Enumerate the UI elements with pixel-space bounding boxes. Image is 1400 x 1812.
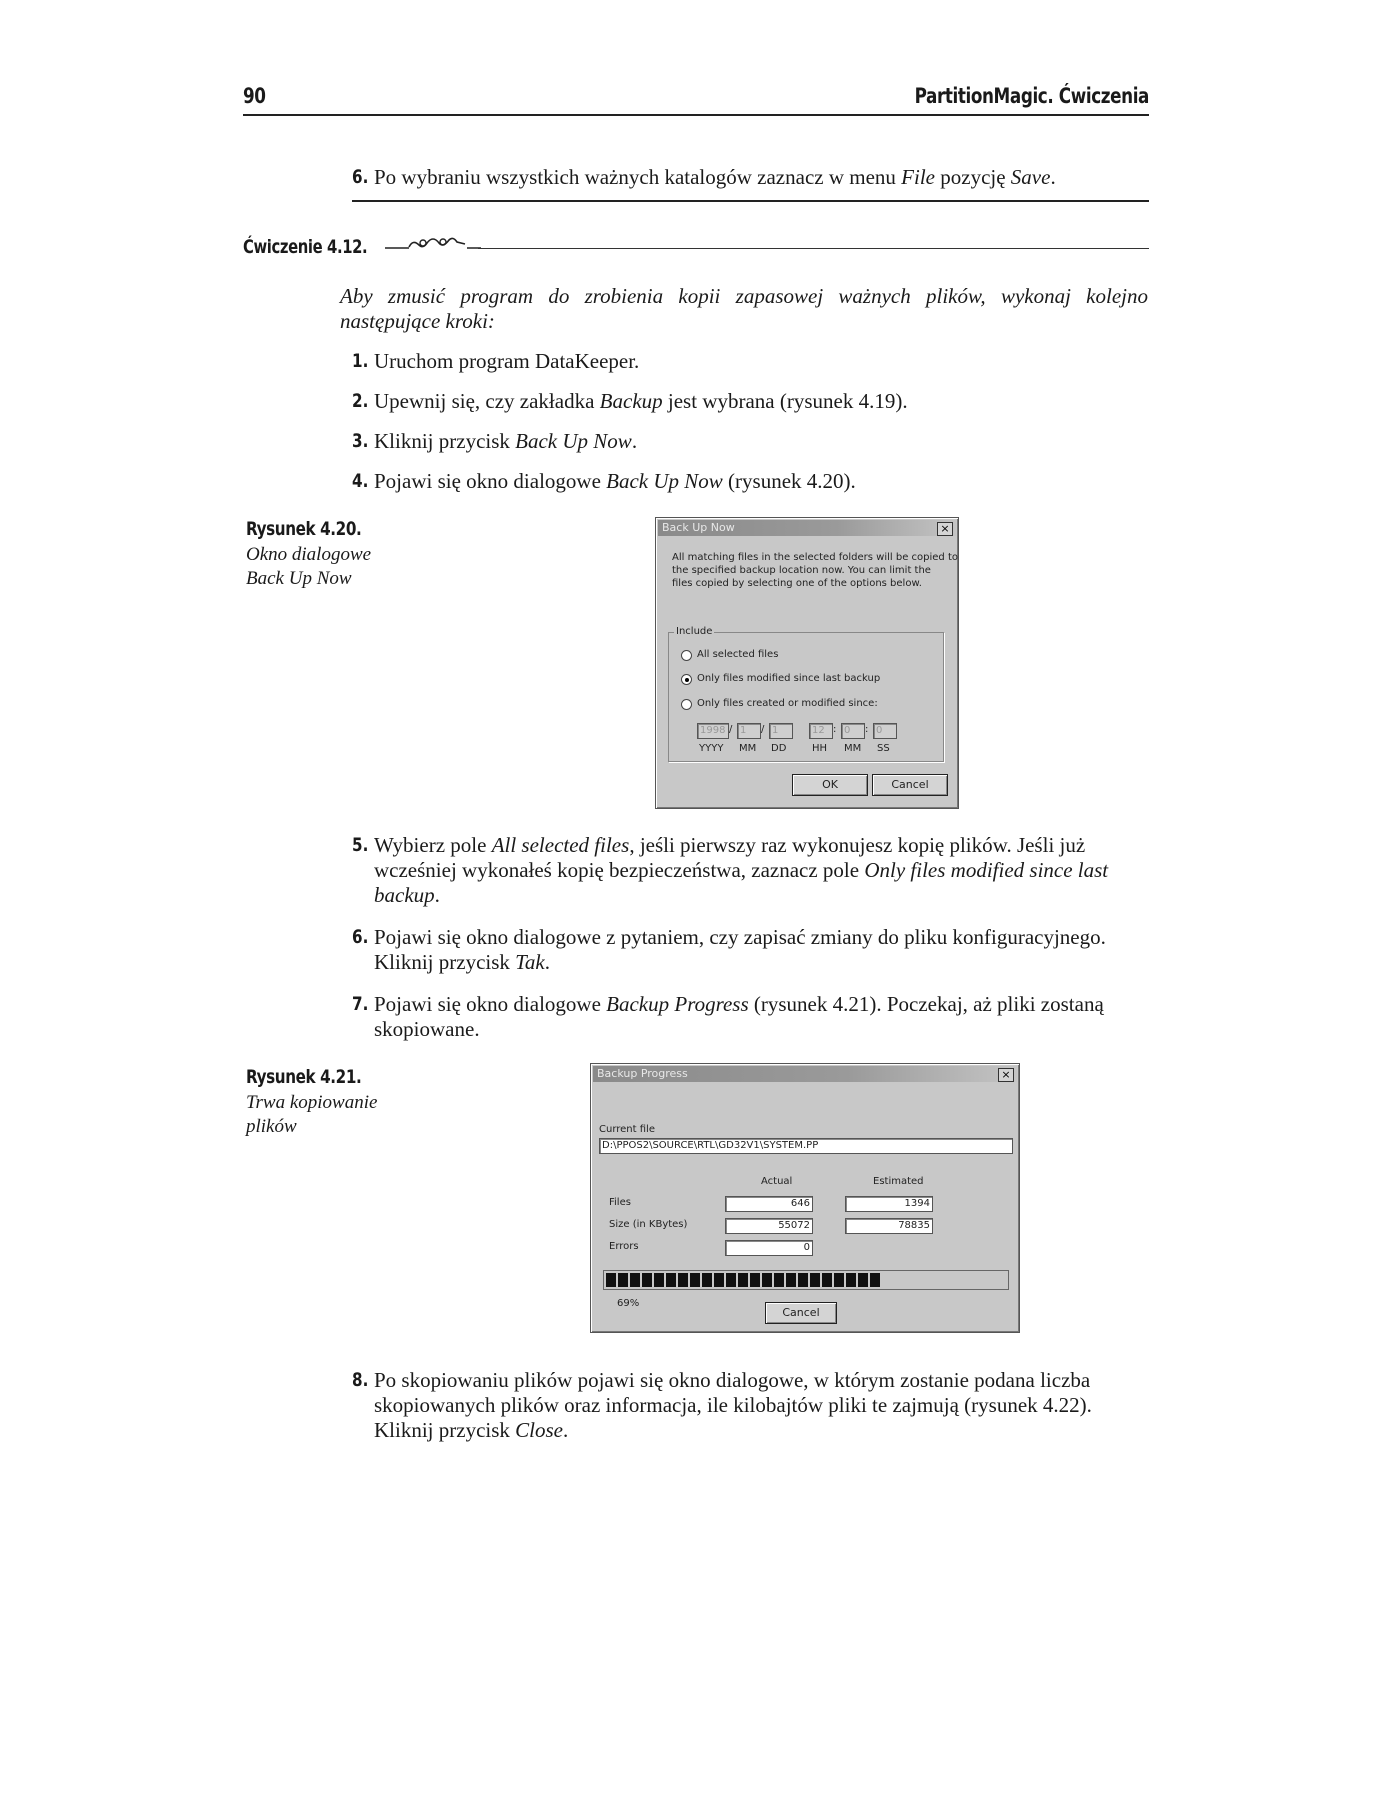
figure-caption: plików <box>246 1116 297 1137</box>
step-text: Kliknij przycisk <box>374 429 516 453</box>
files-estimated: 1394 <box>845 1196 933 1212</box>
step-1 <box>352 349 1152 374</box>
cancel-button[interactable]: Cancel <box>765 1302 837 1324</box>
figure-caption: Trwa kopiowanie <box>246 1092 378 1113</box>
radio-label: All selected files <box>697 649 779 660</box>
progress-fill <box>606 1273 882 1287</box>
files-actual: 646 <box>725 1196 813 1212</box>
step-text: (rysunek 4.20). <box>722 469 856 493</box>
column-header: Estimated <box>873 1176 924 1187</box>
include-group <box>668 626 944 762</box>
month-field[interactable]: 1 <box>737 723 761 739</box>
step-italic: Back Up Now <box>515 429 632 453</box>
time-separator: : <box>833 724 837 735</box>
errors-actual: 0 <box>725 1240 813 1256</box>
step-number: 7. <box>352 993 369 1015</box>
radio-all-selected[interactable] <box>681 650 692 661</box>
row-label: Files <box>609 1197 631 1208</box>
step-text: , jeśli pierwszy raz wykonujesz kopię plików. Jeśli już wcześniej wykonałeś kopię bezpieczeństwa, zaznacz pole <box>374 833 1086 882</box>
step-5 <box>352 833 1152 908</box>
year-field[interactable]: 1998 <box>697 723 729 739</box>
radio-created-since[interactable] <box>681 699 692 710</box>
step-number: 8. <box>352 1369 369 1391</box>
current-file-label: Current file <box>599 1124 655 1135</box>
ornament-icon <box>385 234 481 259</box>
minute-field[interactable]: 0 <box>841 723 865 739</box>
step-6-save <box>352 165 1152 190</box>
step-3 <box>352 429 1152 454</box>
step-text: Pojawi się okno dialogowe z pytaniem, czy zapisać zmiany do pliku konfiguracyjnego. Kliknij przycisk <box>374 925 1106 974</box>
step-italic: Back Up Now <box>606 469 723 493</box>
column-header: Actual <box>761 1176 793 1187</box>
field-label: YYYY <box>699 743 724 754</box>
date-separator: / <box>729 724 733 735</box>
row-label: Errors <box>609 1241 639 1252</box>
step-text: Pojawi się okno dialogowe <box>374 469 607 493</box>
title-bar <box>593 1066 1017 1082</box>
step-text: pozycję <box>935 165 1011 189</box>
step-text: . <box>434 883 440 907</box>
cancel-button[interactable]: Cancel <box>872 774 948 796</box>
divider <box>352 200 1149 202</box>
back-up-now-dialog <box>655 517 959 809</box>
step-number: 2. <box>352 390 369 412</box>
figure-label: Rysunek 4.20. <box>246 518 362 540</box>
exercise-rule <box>478 248 1149 249</box>
exercise-label: Ćwiczenie 4.12. <box>243 236 368 258</box>
step-number: 4. <box>352 470 369 492</box>
progress-percent: 69% <box>617 1298 640 1309</box>
step-text: . <box>544 950 550 974</box>
step-text: (rysunek 4.21). Poczekaj, aż pliki zostaną skopiowane. <box>374 992 1104 1041</box>
step-number: 1. <box>352 350 369 372</box>
step-number: 6. <box>352 166 369 188</box>
time-separator: : <box>865 724 869 735</box>
second-field[interactable]: 0 <box>873 723 897 739</box>
backup-progress-dialog <box>590 1063 1020 1333</box>
figure-caption: Okno dialogowe <box>246 544 372 565</box>
field-label: MM <box>844 743 862 754</box>
step-italic: Tak <box>515 950 545 974</box>
step-text: Upewnij się, czy zakładka <box>374 389 600 413</box>
figure-label: Rysunek 4.21. <box>246 1066 362 1088</box>
step-text: Po skopiowaniu plików pojawi się okno dialogowe, w którym zostanie podana liczba skopiowanych plików oraz informacja, ile kilobajtów pliki te zajmują (rysunek 4.22). Kliknij przycisk <box>374 1368 1092 1442</box>
dialog-title: Back Up Now <box>662 521 735 534</box>
step-4 <box>352 469 1152 494</box>
step-italic: Close <box>515 1418 563 1442</box>
step-text: Pojawi się okno dialogowe <box>374 992 607 1016</box>
step-text: Po wybraniu wszystkich ważnych katalogów zaznacz w menu <box>374 165 902 189</box>
title-bar <box>658 520 956 536</box>
close-icon[interactable]: × <box>998 1068 1014 1082</box>
hour-field[interactable]: 12 <box>809 723 833 739</box>
step-text: Uruchom program DataKeeper. <box>374 349 640 373</box>
date-separator: / <box>761 724 765 735</box>
step-text: . <box>1050 165 1056 189</box>
page-header <box>243 84 1149 116</box>
page-number: 90 <box>243 84 266 108</box>
step-text: . <box>563 1418 569 1442</box>
step-italic: All selected files <box>491 833 630 857</box>
step-italic: Only files modified since last backup <box>374 858 1109 907</box>
step-italic: Backup Progress <box>606 992 749 1016</box>
size-actual: 55072 <box>725 1218 813 1234</box>
progress-bar <box>603 1270 1009 1290</box>
step-italic: Backup <box>599 389 663 413</box>
radio-label: Only files created or modified since: <box>697 698 878 709</box>
step-number: 5. <box>352 834 369 856</box>
step-italic: File <box>901 165 935 189</box>
figure-caption: Back Up Now <box>246 568 352 589</box>
current-file-field: D:\PPOS2\SOURCE\RTL\GD32V1\SYSTEM.PP <box>599 1138 1013 1154</box>
step-7 <box>352 992 1152 1042</box>
description: All matching files in the selected folders will be copied to <box>672 552 958 563</box>
step-2 <box>352 389 1152 414</box>
group-label: Include <box>676 626 713 637</box>
field-label: SS <box>877 743 890 754</box>
step-text: Wybierz pole <box>374 833 492 857</box>
row-label: Size (in KBytes) <box>609 1219 688 1230</box>
step-text: jest wybrana (rysunek 4.19). <box>662 389 908 413</box>
close-icon[interactable]: × <box>937 522 953 536</box>
step-number: 6. <box>352 926 369 948</box>
field-label: DD <box>771 743 787 754</box>
ok-button[interactable]: OK <box>792 774 868 796</box>
exercise-intro: Aby zmusić program do zrobienia kopii zapasowej ważnych plików, wykonaj kolejno następujące kroki: <box>340 284 1148 333</box>
dialog-title: Backup Progress <box>597 1067 688 1080</box>
step-6 <box>352 925 1152 975</box>
running-title: PartitionMagic. Ćwiczenia <box>914 84 1149 108</box>
field-label: HH <box>812 743 828 754</box>
size-estimated: 78835 <box>845 1218 933 1234</box>
field-label: MM <box>739 743 757 754</box>
step-number: 3. <box>352 430 369 452</box>
step-italic: Save <box>1010 165 1051 189</box>
description: files copied by selecting one of the options below. <box>672 578 922 589</box>
radio-only-modified[interactable] <box>681 674 692 685</box>
step-text: . <box>631 429 638 453</box>
radio-label: Only files modified since last backup <box>697 673 881 684</box>
day-field[interactable]: 1 <box>769 723 793 739</box>
step-8 <box>352 1368 1152 1443</box>
description: the specified backup location now. You can limit the <box>672 565 931 576</box>
